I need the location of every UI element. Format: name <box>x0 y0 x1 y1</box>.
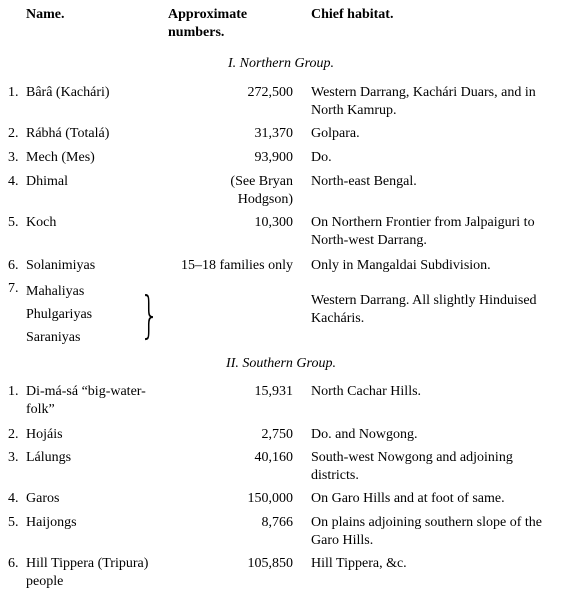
row-name: Mech (Mes) <box>26 150 95 165</box>
row-number: 6. <box>8 556 19 571</box>
row-count: (See Bryan Hodgson) <box>230 174 293 207</box>
row-habitat: Do. and Nowgong. <box>311 427 418 442</box>
row-name: Phulgariyas <box>26 307 93 322</box>
row-count: 8,766 <box>261 515 293 530</box>
group-title-southern: II. Southern Group. <box>226 356 336 371</box>
row-habitat: North-east Bengal. <box>311 174 417 189</box>
row-count: 31,370 <box>254 126 293 141</box>
group-title-northern: I. Northern Group. <box>227 56 335 71</box>
column-header-numbers-line1: Approximate <box>168 7 248 22</box>
row-name: Haijongs <box>26 515 77 530</box>
row-habitat: On plains adjoining southern slope of the Garo Hills. <box>311 515 542 548</box>
row-habitat: On Garo Hills and at foot of same. <box>311 491 505 506</box>
row-number: 3. <box>8 150 19 165</box>
row-name: Hill Tippera (Tripura) people <box>26 556 149 589</box>
row-habitat: South-west Nowgong and adjoining districts. <box>311 450 513 483</box>
row-count: 10,300 <box>254 215 293 230</box>
row-number: 5. <box>8 515 19 530</box>
row-count: 150,000 <box>247 491 293 506</box>
row-habitat: Hill Tippera, &c. <box>311 556 407 571</box>
row-number: 1. <box>8 85 19 100</box>
row-count: 40,160 <box>254 450 293 465</box>
row-number: 5. <box>8 215 19 230</box>
row-habitat: North Cachar Hills. <box>311 384 422 399</box>
row-name: Mahaliyas <box>26 284 85 299</box>
grouping-brace: } <box>140 286 160 344</box>
column-header-name: Name. <box>26 7 65 22</box>
row-name: Bârâ (Kachári) <box>26 85 110 100</box>
row-name: Dhimal <box>26 174 68 189</box>
row-name: Di-má-sá “big-water-folk” <box>26 384 146 417</box>
row-name: Koch <box>26 215 57 230</box>
row-name: Saraniyas <box>26 330 81 345</box>
row-count: 15–18 families only <box>181 258 293 273</box>
row-habitat: On Northern Frontier from Jalpaiguri to North-west Darrang. <box>311 215 535 248</box>
row-name: Garos <box>26 491 60 506</box>
row-count: 2,750 <box>261 427 293 442</box>
row-habitat: Do. <box>311 150 332 165</box>
row-count: 15,931 <box>254 384 293 399</box>
row-count: 93,900 <box>254 150 293 165</box>
row-habitat: Only in Mangaldai Subdivision. <box>311 258 491 273</box>
row-number: 7. <box>8 281 19 296</box>
row-number: 3. <box>8 450 19 465</box>
row-habitat: Western Darrang. All slightly Hinduised Kacháris. <box>311 293 537 326</box>
row-name: Hojáis <box>26 427 63 442</box>
row-name: Solanimiyas <box>26 258 96 273</box>
row-number: 4. <box>8 491 19 506</box>
row-count: 105,850 <box>247 556 293 571</box>
row-habitat: Golpara. <box>311 126 360 141</box>
row-number: 1. <box>8 384 19 399</box>
row-count: 272,500 <box>247 85 293 100</box>
row-number: 4. <box>8 174 19 189</box>
column-header-numbers-line2: numbers. <box>168 25 225 40</box>
row-habitat: Western Darrang, Kachári Duars, and in North Kamrup. <box>311 85 536 118</box>
row-number: 6. <box>8 258 19 273</box>
row-number: 2. <box>8 427 19 442</box>
column-header-habitat: Chief habitat. <box>311 7 394 22</box>
row-number: 2. <box>8 126 19 141</box>
row-name: Lálungs <box>26 450 72 465</box>
column-header-numbers <box>168 6 247 42</box>
row-name: Rábhá (Totalá) <box>26 126 110 141</box>
